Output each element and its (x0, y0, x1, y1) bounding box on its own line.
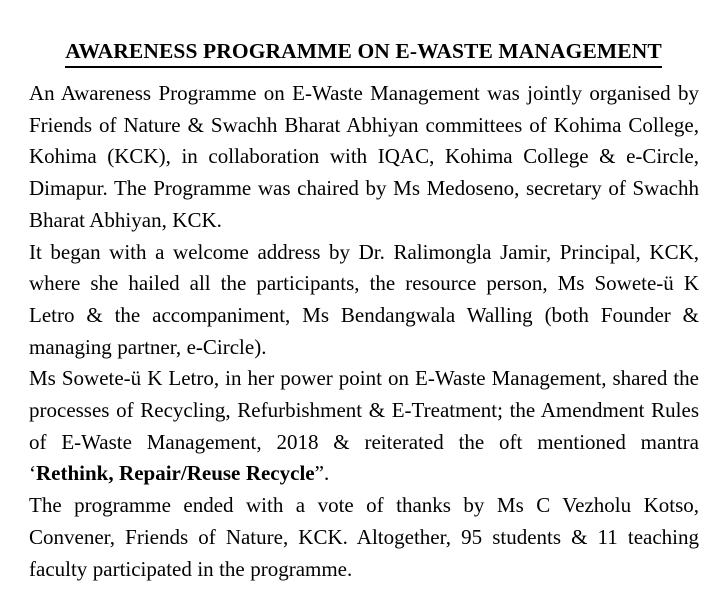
page-title-text: AWARENESS PROGRAMME ON E-WASTE MANAGEMENT (65, 38, 662, 68)
paragraph-presentation-tail: . (323, 461, 330, 486)
quote-open-mark: ‘ (29, 461, 36, 486)
paragraph-welcome-address: It began with a welcome address by Dr. Ralimongla Jamir, Principal, KCK, where she hailed all the participants, the resource person, Ms Sowete-ü K Letro & the accompaniment, Ms Bendangwala Walling (both Founder & managing partner, e-Circle). (29, 239, 699, 359)
document-body (29, 78, 699, 585)
paragraph-vote-of-thanks: The programme ended with a vote of thanks by Ms C Vezholu Kotso, Convener, Friends of Nature, KCK. Altogether, 95 students & 11 teaching faculty participated in the programme. (29, 493, 699, 581)
paragraph-presentation (29, 363, 699, 490)
paragraph-presentation-lead: Ms Sowete-ü K Letro, in her power point on E-Waste Management, shared the processes of Recycling, Refurbishment & E-Treatment; the Amendment Rules of E-Waste Management, 2018 & reiterated the oft mentioned mantra (29, 366, 699, 454)
mantra-emphasis: Rethink, Repair/Reuse Recycle (36, 461, 315, 486)
quote-close-mark: ” (314, 461, 324, 486)
paragraph-intro: An Awareness Programme on E-Waste Management was jointly organised by Friends of Nature & Swachh Bharat Abhiyan committees of Kohima College, Kohima (KCK), in collaboration with IQAC, Kohima College & e-Circle, Dimapur. The Programme was chaired by Ms Medoseno, secretary of Swachh Bharat Abhiyan, KCK. (29, 81, 699, 232)
page-title (0, 38, 727, 68)
